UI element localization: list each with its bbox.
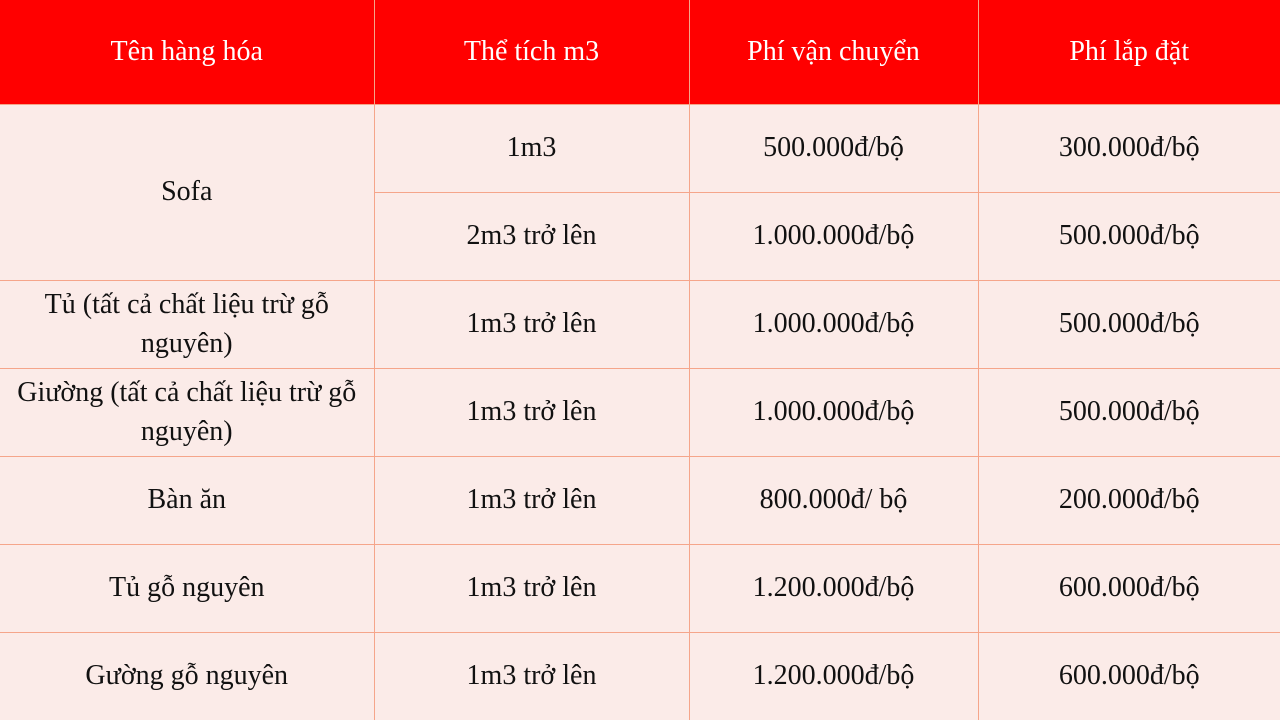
cell-volume: 1m3 trở lên — [374, 368, 689, 456]
table-row — [0, 456, 1280, 544]
header-product-name: Tên hàng hóa — [0, 0, 374, 104]
cell-volume: 1m3 — [374, 104, 689, 192]
cell-install-fee: 500.000đ/bộ — [978, 192, 1280, 280]
cell-shipping-fee: 500.000đ/bộ — [689, 104, 978, 192]
cell-install-fee: 300.000đ/bộ — [978, 104, 1280, 192]
cell-shipping-fee: 1.000.000đ/bộ — [689, 368, 978, 456]
cell-shipping-fee: 1.000.000đ/bộ — [689, 192, 978, 280]
cell-volume: 1m3 trở lên — [374, 280, 689, 368]
cell-product-name: Tủ (tất cả chất liệu trừ gỗ nguyên) — [0, 280, 374, 368]
cell-shipping-fee: 800.000đ/ bộ — [689, 456, 978, 544]
cell-volume: 2m3 trở lên — [374, 192, 689, 280]
table-row — [0, 280, 1280, 368]
table-row — [0, 632, 1280, 720]
cell-shipping-fee: 1.200.000đ/bộ — [689, 632, 978, 720]
cell-install-fee: 600.000đ/bộ — [978, 632, 1280, 720]
table-row — [0, 544, 1280, 632]
cell-install-fee: 200.000đ/bộ — [978, 456, 1280, 544]
header-volume: Thể tích m3 — [374, 0, 689, 104]
header-install-fee: Phí lắp đặt — [978, 0, 1280, 104]
cell-product-name: Tủ gỗ nguyên — [0, 544, 374, 632]
cell-install-fee: 500.000đ/bộ — [978, 280, 1280, 368]
cell-product-name: Giường (tất cả chất liệu trừ gỗ nguyên) — [0, 368, 374, 456]
header-shipping-fee: Phí vận chuyển — [689, 0, 978, 104]
cell-volume: 1m3 trở lên — [374, 632, 689, 720]
cell-shipping-fee: 1.000.000đ/bộ — [689, 280, 978, 368]
table-row — [0, 368, 1280, 456]
cell-product-name: Sofa — [0, 104, 374, 280]
cell-install-fee: 500.000đ/bộ — [978, 368, 1280, 456]
cell-volume: 1m3 trở lên — [374, 456, 689, 544]
cell-product-name: Gường gỗ nguyên — [0, 632, 374, 720]
cell-shipping-fee: 1.200.000đ/bộ — [689, 544, 978, 632]
cell-product-name: Bàn ăn — [0, 456, 374, 544]
cell-volume: 1m3 trở lên — [374, 544, 689, 632]
header-row — [0, 0, 1280, 104]
table-row — [0, 104, 1280, 192]
cell-install-fee: 600.000đ/bộ — [978, 544, 1280, 632]
